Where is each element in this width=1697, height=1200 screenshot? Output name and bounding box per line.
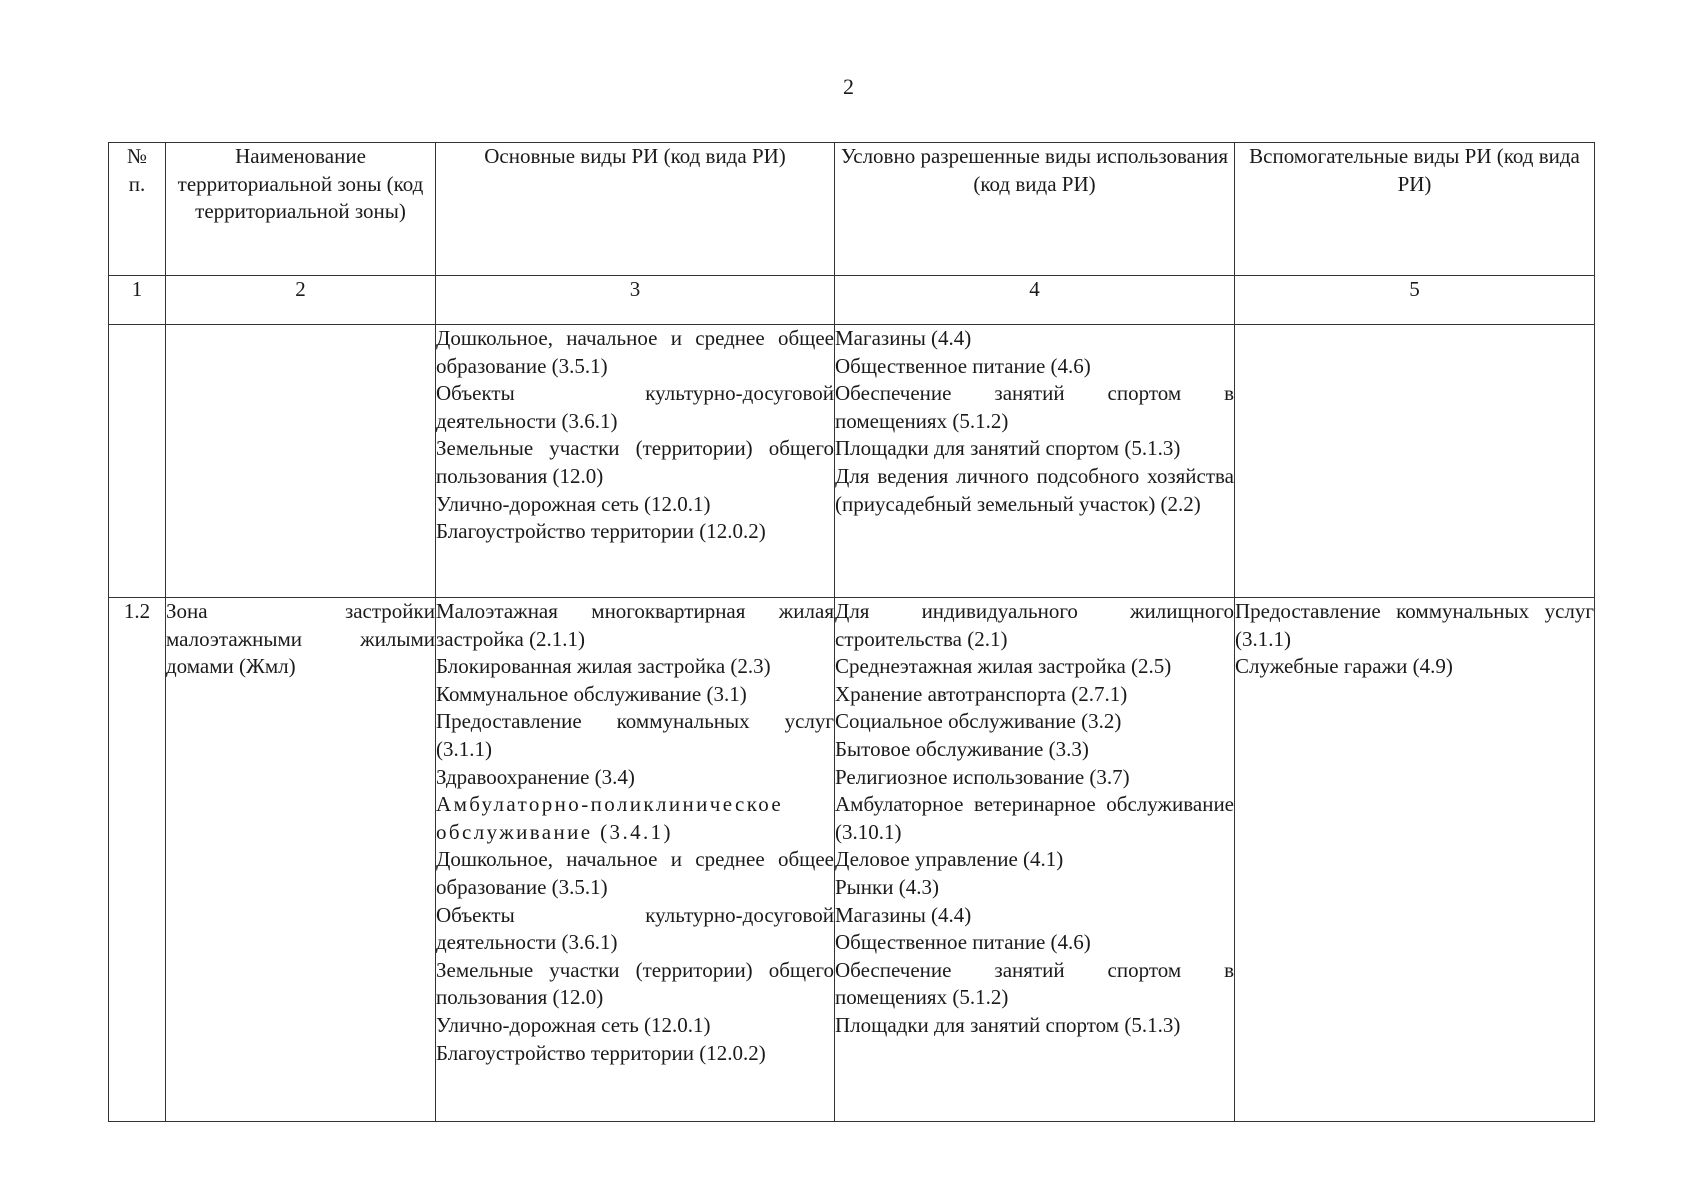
- use-item: Обеспечение занятий спортом в помещениях (5.1.2): [835, 957, 1234, 1010]
- use-item: Магазины (4.4): [835, 326, 972, 350]
- header-main-uses: Основные виды РИ (код вида РИ): [436, 143, 835, 276]
- use-item: Предоставление коммунальных услуг (3.1.1): [436, 709, 834, 761]
- column-number: 3: [436, 276, 835, 325]
- use-item: Амбулаторно-поликлиническое обслуживание (3.4.1): [436, 792, 784, 844]
- header-number-abbr: п.: [128, 171, 146, 196]
- zone-name: [166, 598, 436, 1122]
- use-item: Площадки для занятий спортом (5.1.3): [835, 1012, 1181, 1037]
- use-item: Общественное питание (4.6): [835, 930, 1091, 955]
- use-item: Среднеэтажная жилая застройка (2.5): [835, 654, 1172, 679]
- use-item: Предоставление коммунальных услуг (3.1.1): [1235, 599, 1594, 651]
- zone-name: [166, 325, 436, 598]
- header-auxiliary-uses: Вспомогательные виды РИ (код вида РИ): [1235, 143, 1595, 276]
- use-item: Дошкольное, начальное и среднее общее образование (3.5.1): [436, 847, 834, 899]
- auxiliary-uses-cell: [1235, 325, 1595, 598]
- use-item: Для ведения личного подсобного хозяйства (приусадебный земельный участок) (2.2): [835, 463, 1234, 516]
- row-number: 1.2: [109, 598, 166, 1122]
- use-item: Служебные гаражи (4.9): [1235, 654, 1453, 679]
- zone-name-text: Зона застройки малоэтажными жилыми домами (Жмл): [166, 599, 435, 679]
- use-item: Земельные участки (территории) общего пользования (12.0): [436, 957, 834, 1010]
- use-item: Для индивидуального жилищного строительства (2.1): [835, 599, 1234, 651]
- header-zone-name: Наименование территориальной зоны (код территориальной зоны): [166, 143, 436, 276]
- conditional-uses-cell: [835, 325, 1235, 598]
- column-number: 5: [1235, 276, 1595, 325]
- use-item: Обеспечение занятий спортом в помещениях (5.1.2): [835, 381, 1234, 433]
- use-item: Бытовое обслуживание (3.3): [835, 736, 1089, 761]
- zoning-table: [108, 142, 1595, 1122]
- use-item: Религиозное использование (3.7): [835, 764, 1130, 789]
- use-item: Улично-дорожная сеть (12.0.1): [436, 1012, 711, 1037]
- use-item: Благоустройство территории (12.0.2): [436, 1040, 766, 1065]
- table-row: [109, 325, 1595, 598]
- use-item: Амбулаторное ветеринарное обслуживание (3.10.1): [835, 792, 1234, 844]
- page-number: 2: [843, 74, 854, 99]
- use-item: Рынки (4.3): [835, 874, 939, 899]
- use-item: Дошкольное, начальное и среднее общее образование (3.5.1): [436, 326, 834, 378]
- use-item: Социальное обслуживание (3.2): [835, 709, 1122, 734]
- header-number-symbol: №: [126, 144, 148, 168]
- column-numbers-row: [109, 276, 1595, 325]
- use-item: Магазины (4.4): [835, 902, 972, 927]
- use-item: Объекты культурно-досуговой деятельности (3.6.1): [436, 902, 834, 955]
- column-number: 2: [166, 276, 436, 325]
- header-conditional-uses: Условно разрешенные виды использования (код вида РИ): [835, 143, 1235, 276]
- use-item: Земельные участки (территории) общего пользования (12.0): [436, 436, 834, 488]
- use-item: Малоэтажная многоквартирная жилая застройка (2.1.1): [436, 599, 834, 651]
- column-number: 4: [835, 276, 1235, 325]
- header-number: [109, 143, 166, 276]
- row-number: [109, 325, 166, 598]
- use-item: Улично-дорожная сеть (12.0.1): [436, 491, 711, 516]
- use-item: Благоустройство территории (12.0.2): [436, 519, 766, 544]
- table-header-row: [109, 143, 1595, 276]
- main-uses-cell: [436, 325, 835, 598]
- use-item: Площадки для занятий спортом (5.1.3): [835, 436, 1181, 461]
- use-item: Коммунальное обслуживание (3.1): [436, 681, 747, 706]
- use-item: Хранение автотранспорта (2.7.1): [835, 681, 1128, 706]
- auxiliary-uses-cell: [1235, 598, 1595, 1122]
- use-item: Деловое управление (4.1): [835, 847, 1064, 872]
- conditional-uses-cell: [835, 598, 1235, 1122]
- use-item: Здравоохранение (3.4): [436, 764, 635, 789]
- column-number: 1: [109, 276, 166, 325]
- use-item: Общественное питание (4.6): [835, 353, 1091, 378]
- use-item: Объекты культурно-досуговой деятельности (3.6.1): [436, 381, 834, 433]
- use-item: Блокированная жилая застройка (2.3): [436, 654, 771, 679]
- table-row: [109, 598, 1595, 1122]
- main-uses-cell: [436, 598, 835, 1122]
